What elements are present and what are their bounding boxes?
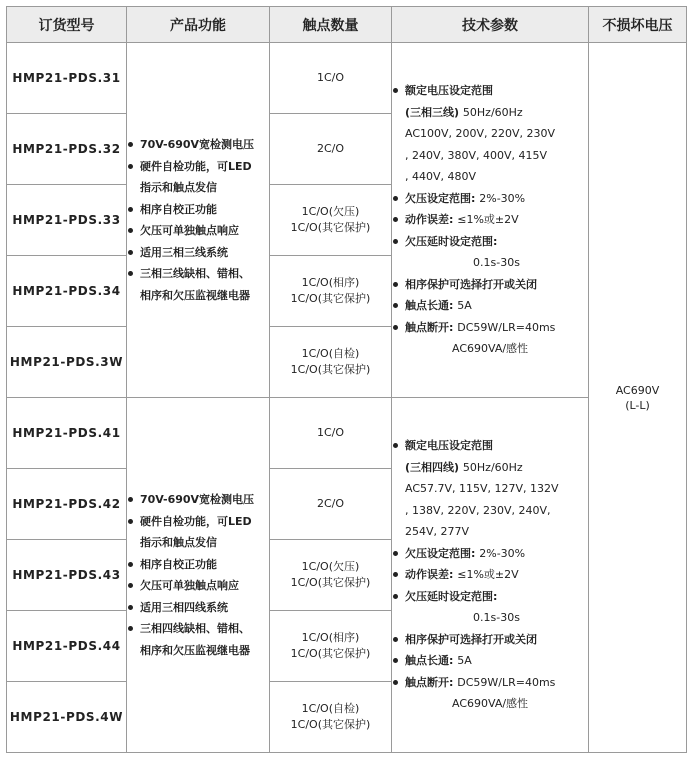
header-model: 订货型号: [7, 7, 127, 43]
tech-cell: [392, 398, 589, 753]
list-item: [392, 500, 588, 522]
model-code: HMP21-PDS.41: [7, 398, 127, 469]
header-voltage: 不损坏电压: [589, 7, 687, 43]
list-item: 70V-690V宽检测电压: [127, 489, 269, 511]
list-item: [392, 650, 588, 672]
voltage-list: AC100V, 200V, 220V, 230V: [405, 127, 556, 141]
contact-value: 1C/O(自检): [301, 347, 360, 360]
list-item: 三相四线缺相、错相、: [127, 618, 269, 640]
list-item: [392, 564, 588, 586]
model-code: HMP21-PDS.43: [7, 540, 127, 611]
contact-value: 1C/O(相序): [301, 631, 360, 644]
list-item: [392, 457, 588, 479]
model-code: HMP21-PDS.44: [7, 611, 127, 682]
list-item: 相序自校正功能: [127, 199, 269, 221]
function-cell: [127, 43, 270, 398]
list-item: 硬件自检功能，可LED: [127, 511, 269, 533]
contact-life-label: 触点长通:: [405, 299, 454, 313]
system-label: (三相四线): [405, 460, 460, 474]
contact-life-value: 5A: [457, 654, 472, 668]
delay-label: 欠压延时设定范围:: [405, 234, 498, 248]
contact-cell: [270, 256, 392, 327]
error-value: ≤1%或±2V: [457, 568, 519, 582]
model-code: HMP21-PDS.31: [7, 43, 127, 114]
voltage-list: , 240V, 380V, 400V, 415V: [405, 148, 548, 162]
contact-value: 1C/O(其它保护): [290, 576, 371, 589]
list-item: 三相三线缺相、错相、: [127, 263, 269, 285]
break-value-ac: AC690VA/感性: [452, 697, 529, 711]
list-item: 相序和欠压监视继电器: [140, 643, 250, 657]
break-value-dc: DC59W/LR=40ms: [457, 675, 556, 689]
freq-value: 50Hz/60Hz: [462, 105, 523, 119]
break-value-ac: AC690VA/感性: [452, 342, 529, 356]
list-item: [392, 123, 588, 145]
list-item: 欠压可单独触点响应: [127, 575, 269, 597]
list-item: [392, 102, 588, 124]
contact-cell: [270, 682, 392, 753]
list-item: [392, 586, 588, 608]
list-item: 70V-690V宽检测电压: [127, 134, 269, 156]
contact-value: 1C/O(欠压): [301, 560, 360, 573]
model-code: HMP21-PDS.32: [7, 114, 127, 185]
tech-list: [392, 80, 588, 360]
list-item: [392, 317, 588, 339]
list-item: [392, 166, 588, 188]
contact-value: 1C/O: [316, 426, 345, 439]
list-item: 欠压可单独触点响应: [127, 220, 269, 242]
error-value: ≤1%或±2V: [457, 213, 519, 227]
model-code: HMP21-PDS.34: [7, 256, 127, 327]
list-item: [392, 80, 588, 102]
list-item: [392, 672, 588, 694]
list-item: [392, 274, 588, 296]
voltage-list: , 138V, 220V, 230V, 240V,: [405, 503, 551, 517]
contact-value: 2C/O: [316, 142, 345, 155]
spec-table: [6, 6, 687, 753]
list-item: [392, 478, 588, 500]
list-item: 指示和触点发信: [140, 536, 217, 549]
list-item: 指示和触点发信: [140, 181, 217, 194]
contact-value: 1C/O(其它保护): [290, 363, 371, 376]
contact-cell: [270, 185, 392, 256]
list-item: [392, 543, 588, 565]
voltage-list: , 440V, 480V: [405, 170, 477, 184]
list-item: [392, 629, 588, 651]
voltage-scope: (L-L): [625, 398, 650, 412]
list-item: [392, 521, 588, 543]
delay-value: 0.1s-30s: [473, 256, 520, 270]
list-item: 适用三相三线系统: [127, 242, 269, 264]
list-item: [392, 607, 588, 629]
undervoltage-value: 2%-30%: [479, 191, 526, 205]
list-item: [392, 209, 588, 231]
table-row: [7, 398, 687, 469]
freq-value: 50Hz/60Hz: [462, 460, 523, 474]
error-label: 动作误差:: [405, 568, 454, 582]
table-row: [7, 43, 687, 114]
header-row: [7, 7, 687, 43]
list-item: [392, 295, 588, 317]
break-label: 触点断开:: [405, 675, 454, 689]
voltage-list: AC57.7V, 115V, 127V, 132V: [405, 482, 559, 496]
voltage-cell: [589, 43, 687, 753]
undervoltage-label: 欠压设定范围:: [405, 191, 476, 205]
contact-life-value: 5A: [457, 299, 472, 313]
system-label: (三相三线): [405, 105, 460, 119]
model-code: HMP21-PDS.33: [7, 185, 127, 256]
contact-value: 2C/O: [316, 497, 345, 510]
contact-life-label: 触点长通:: [405, 654, 454, 668]
header-function: 产品功能: [127, 7, 270, 43]
delay-value: 0.1s-30s: [473, 611, 520, 625]
contact-cell: [270, 469, 392, 540]
list-item: [392, 252, 588, 274]
contact-value: 1C/O(其它保护): [290, 221, 371, 234]
voltage-value: AC690V: [615, 383, 660, 397]
model-code: HMP21-PDS.3W: [7, 327, 127, 398]
delay-label: 欠压延时设定范围:: [405, 589, 498, 603]
list-item: 硬件自检功能，可LED: [127, 156, 269, 178]
contact-value: 1C/O(其它保护): [290, 718, 371, 731]
contact-value: 1C/O(自检): [301, 702, 360, 715]
contact-cell: [270, 327, 392, 398]
break-value-dc: DC59W/LR=40ms: [457, 320, 556, 334]
rated-label: 额定电压设定范围: [405, 84, 493, 98]
phase-note: 相序保护可选择打开或关闭: [405, 277, 537, 291]
list-item: 相序自校正功能: [127, 554, 269, 576]
rated-label: 额定电压设定范围: [405, 439, 493, 453]
error-label: 动作误差:: [405, 213, 454, 227]
list-item: [392, 231, 588, 253]
contact-value: 1C/O(其它保护): [290, 292, 371, 305]
phase-note: 相序保护可选择打开或关闭: [405, 632, 537, 646]
function-list: [127, 134, 269, 306]
contact-cell: [270, 43, 392, 114]
contact-cell: [270, 611, 392, 682]
model-code: HMP21-PDS.42: [7, 469, 127, 540]
function-cell: [127, 398, 270, 753]
list-item: [392, 188, 588, 210]
contact-value: 1C/O(相序): [301, 276, 360, 289]
list-item: [392, 338, 588, 360]
header-contacts: 触点数量: [270, 7, 392, 43]
undervoltage-value: 2%-30%: [479, 546, 526, 560]
voltage-list: 254V, 277V: [405, 525, 470, 539]
list-item: [392, 145, 588, 167]
contact-cell: [270, 398, 392, 469]
contact-value: 1C/O(其它保护): [290, 647, 371, 660]
contact-value: 1C/O: [316, 71, 345, 84]
undervoltage-label: 欠压设定范围:: [405, 546, 476, 560]
function-list: [127, 489, 269, 661]
model-code: HMP21-PDS.4W: [7, 682, 127, 753]
contact-cell: [270, 114, 392, 185]
tech-cell: [392, 43, 589, 398]
contact-value: 1C/O(欠压): [301, 205, 360, 218]
tech-list: [392, 435, 588, 715]
header-tech: 技术参数: [392, 7, 589, 43]
list-item: 相序和欠压监视继电器: [140, 288, 250, 302]
list-item: [392, 693, 588, 715]
list-item: 适用三相四线系统: [127, 597, 269, 619]
break-label: 触点断开:: [405, 320, 454, 334]
list-item: [392, 435, 588, 457]
contact-cell: [270, 540, 392, 611]
